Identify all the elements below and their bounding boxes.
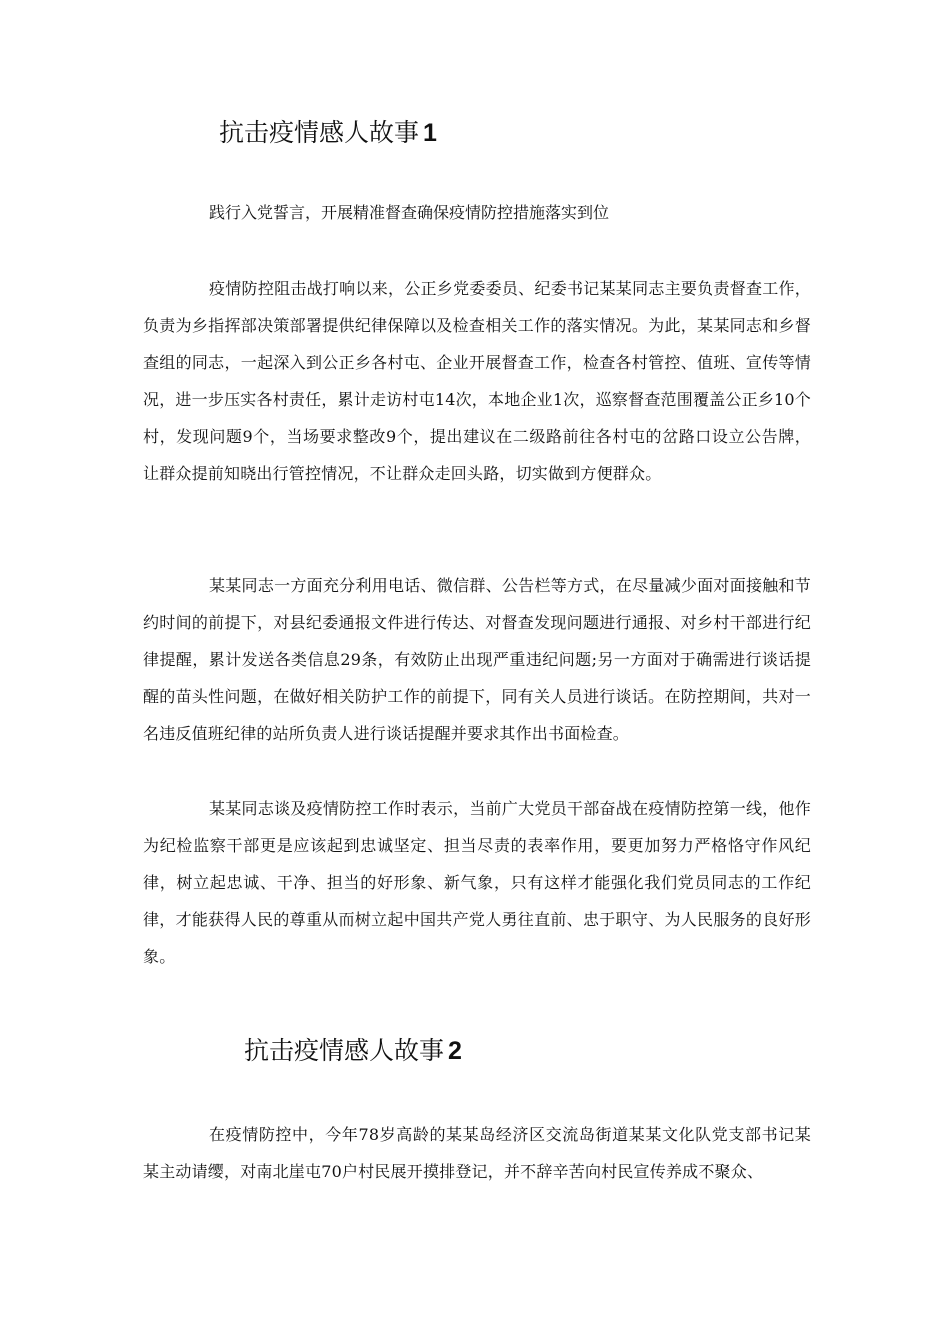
story1-title-number: 1 bbox=[423, 119, 437, 147]
story2-title-number: 2 bbox=[448, 1037, 462, 1065]
story2-paragraph-1: 在疫情防控中，今年78岁高龄的某某岛经济区交流岛街道某某文化队党支部书记某某主动请缨，对南北崖屯70户村民展开摸排登记，并不辞辛苦向村民宣传养成不聚众、 bbox=[143, 1125, 811, 1181]
story1-subtitle: 践行入党誓言，开展精准督查确保疫情防控措施落实到位 bbox=[209, 203, 610, 222]
story1-title-text: 抗击疫情感人故事 bbox=[219, 118, 420, 147]
story2-title bbox=[244, 1034, 462, 1068]
story1-paragraph-3: 某某同志谈及疫情防控工作时表示，当前广大党员干部奋战在疫情防控第一线，他作为纪检监察干部更是应该起到忠诚坚定、担当尽责的表率作用，要更加努力严格恪守作风纪律，树立起忠诚、干净、担当的好形象、新气象，只有这样才能强化我们党员同志的工作纪律，才能获得人民的尊重从而树立起中国共产党人勇往直前、忠于职守、为人民服务的良好形象。 bbox=[143, 799, 811, 966]
story1-paragraph-2: 某某同志一方面充分利用电话、微信群、公告栏等方式，在尽量减少面对面接触和节约时间的前提下，对县纪委通报文件进行传达、对督查发现问题进行通报、对乡村干部进行纪律提醒，累计发送各类信息29条，有效防止出现严重违纪问题;另一方面对于确需进行谈话提醒的苗头性问题，在做好相关防护工作的前提下，同有关人员进行谈话。在防控期间，共对一名违反值班纪律的站所负责人进行谈话提醒并要求其作出书面检查。 bbox=[143, 576, 811, 743]
story2-title-text: 抗击疫情感人故事 bbox=[244, 1036, 445, 1065]
story1-paragraph-1: 疫情防控阻击战打响以来，公正乡党委委员、纪委书记某某同志主要负责督查工作，负责为乡指挥部决策部署提供纪律保障以及检查相关工作的落实情况。为此，某某同志和乡督查组的同志，一起深入到公正乡各村屯、企业开展督查工作，检查各村管控、值班、宣传等情况，进一步压实各村责任，累计走访村屯14次，本地企业1次，巡察督查范围覆盖公正乡10个村，发现问题9个，当场要求整改9个，提出建议在二级路前往各村屯的岔路口设立公告牌，让群众提前知晓出行管控情况，不让群众走回头路，切实做到方便群众。 bbox=[143, 279, 811, 483]
story1-title bbox=[219, 116, 437, 150]
